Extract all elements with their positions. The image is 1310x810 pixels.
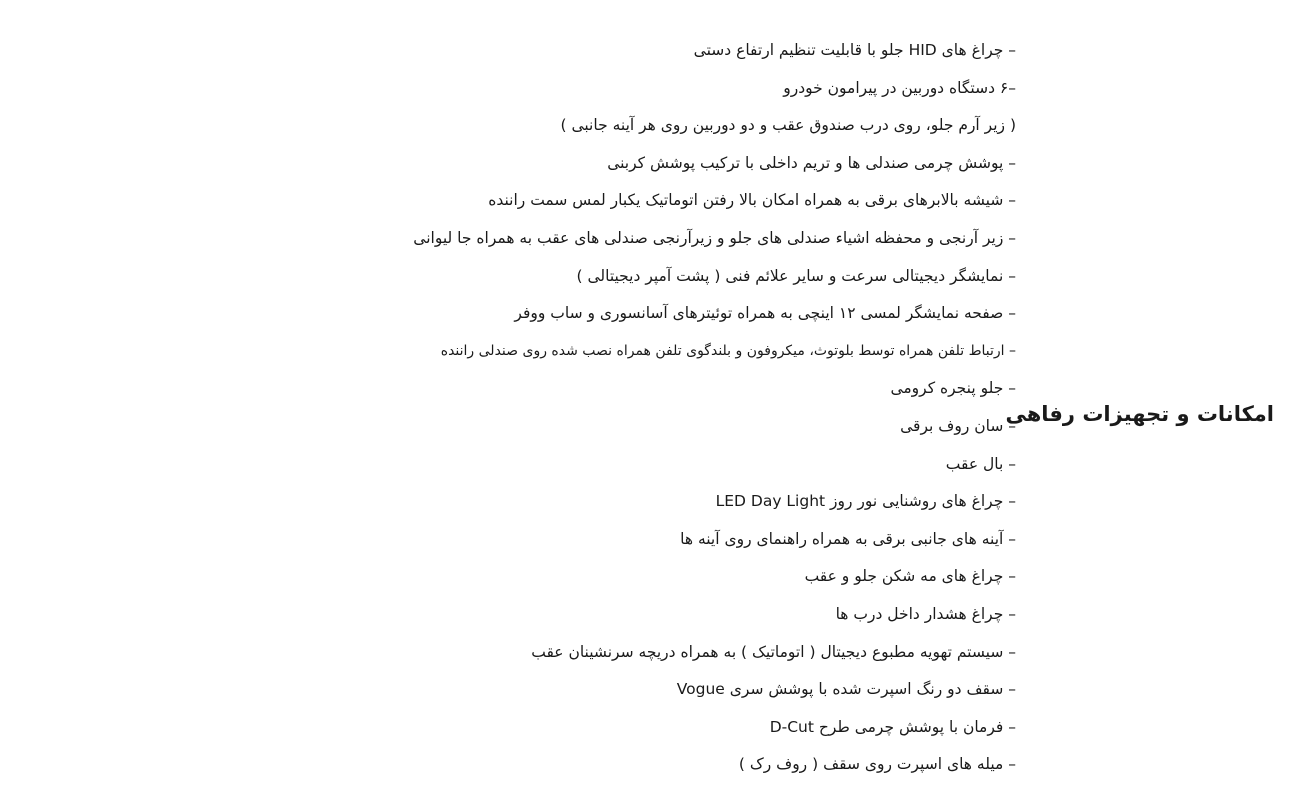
- feature-item: – فرمان با پوشش چرمی طرح D-Cut: [769, 717, 1016, 736]
- feature-item: – آینه های جانبی برقی به همراه راهنمای روی آینه ها: [680, 529, 1016, 548]
- feature-list: [256, 32, 1016, 784]
- feature-item: – نمایشگر دیجیتالی سرعت و سایر علائم فنی ( پشت آمپر دیجیتالی ): [576, 266, 1016, 285]
- feature-item: – چراغ هشدار داخل درب ها: [835, 604, 1016, 623]
- feature-item: – صفحه نمایشگر لمسی ۱۲ اینچی به همراه توئیترهای آسانسوری و ساب ووفر: [514, 304, 1016, 323]
- feature-item: – شیشه بالابرهای برقی به همراه امکان بالا رفتن اتوماتیک یکبار لمس سمت راننده: [488, 191, 1016, 210]
- feature-item: – سقف دو رنگ اسپرت شده با پوشش سری Vogue: [676, 680, 1016, 699]
- feature-item: – زیر آرنجی و محفظه اشیاء صندلی های جلو و زیرآرنجی صندلی های عقب به همراه جا لیوانی: [413, 228, 1016, 247]
- feature-item: – سیستم تهویه مطبوع دیجیتال ( اتوماتیک ) به همراه دریچه سرنشینان عقب: [531, 642, 1016, 661]
- feature-item: – بال عقب: [945, 454, 1016, 473]
- feature-item: – ارتباط تلفن همراه توسط بلوتوث، میکروفون و بلندگوی تلفن همراه نصب شده روی صندلی راننده: [440, 342, 1016, 359]
- feature-item: – سان روف برقی: [900, 416, 1016, 435]
- feature-item: –۶ دستگاه دوربین در پیرامون خودرو: [783, 78, 1016, 97]
- feature-item: – میله های اسپرت روی سقف ( روف رک ): [738, 755, 1016, 774]
- feature-item: – پوشش چرمی صندلی ها و تریم داخلی با ترکیب پوشش کربنی: [607, 153, 1016, 172]
- section-title: امکانات و تجهیزات رفاهی: [1005, 402, 1274, 426]
- feature-item: – چراغ های روشنایی نور روز LED Day Light: [715, 492, 1016, 511]
- feature-item: – جلو پنجره کرومی: [890, 379, 1016, 398]
- feature-item: – چراغ های HID جلو با قابلیت تنظیم ارتفاع دستی: [693, 41, 1016, 59]
- feature-item: ( زیر آرم جلو، روی درب صندوق عقب و دو دوربین روی هر آینه جانبی ): [560, 116, 1016, 135]
- feature-item: – چراغ های مه شکن جلو و عقب: [804, 567, 1016, 586]
